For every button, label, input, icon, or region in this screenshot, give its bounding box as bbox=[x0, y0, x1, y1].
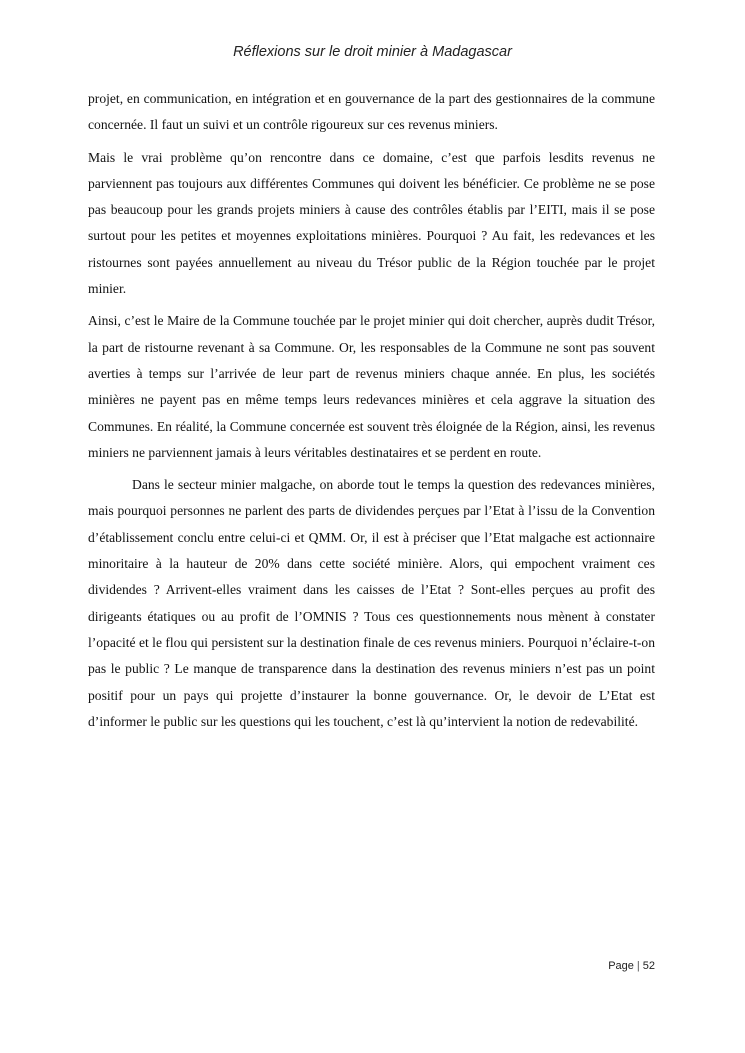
running-header-title: Réflexions sur le droit minier à Madagascar bbox=[233, 44, 512, 60]
document-body bbox=[88, 86, 655, 741]
paragraph-continuation: projet, en communication, en intégration et en gouvernance de la part des gestionnaires de la commune concernée. Il faut un suivi et un contrôle rigoureux sur ces revenus miniers. bbox=[88, 91, 655, 133]
page-footer bbox=[608, 959, 655, 973]
page-label: Page bbox=[608, 960, 634, 972]
paragraph-revenue-problem: Mais le vrai problème qu’on rencontre dans ce domaine, c’est que parfois lesdits revenus ne parviennent pas toujours aux différentes Communes qui doivent les bénéficier. Ce problème ne se pose pas beaucoup pour les grands projets miniers à cause des contrôles établis par l’EITI, mais il se pose surtout pour les petites et moyennes exploitations minières. Pourquoi ? Au fait, les redevances et les ristournes sont payées annuellement au niveau du Trésor public de la Région touchée par le projet minier. bbox=[88, 149, 655, 297]
paragraph-dividends: Dans le secteur minier malgache, on aborde tout le temps la question des redevances minières, mais pourquoi personnes ne parlent des parts de dividendes perçues par l’Etat à l’issu de la Convention d’établissement conclu entre celui-ci et QMM. Or, il est à préciser que l’Etat malgache est actionnaire minoritaire à la hauteur de 20% dans cette société minière. Alors, qui empochent vraiment ces dividendes ? Arrivent-elles vraiment dans les caisses de l’Etat ? Sont-elles perçues au profit des dirigeants étatiques ou au profit de l’OMNIS ? Tous ces questionnements nous mènent à constater l’opacité et le flou qui persistent sur la destination finale de ces revenus miniers. Pourquoi n’éclaire-t-on pas le public ? Le manque de transparence dans la destination des revenus miniers n’est pas un point positif pour un pays qui projette d’instaurer la bonne gouvernance. Or, le devoir de L’Etat est d’informer le public sur les questions qui les touchent, c’est là qu’intervient la notion de redevabilité. bbox=[88, 477, 655, 729]
paragraph-mayor-treasury: Ainsi, c’est le Maire de la Commune touchée par le projet minier qui doit chercher, auprès dudit Trésor, la part de ristourne revenant à sa Commune. Or, les responsables de la Commune ne sont pas souvent averties à temps sur l’arrivée de leur part de revenus miniers chaque année. En plus, les sociétés minières ne payent pas en même temps leurs redevances minières et cela aggrave la situation des Communes. En réalité, la Commune concernée est souvent très éloignée de la Région, ainsi, les revenus miniers ne parviennent jamais à leurs véritables destinataires et se perdent en route. bbox=[88, 313, 655, 460]
page-number: 52 bbox=[642, 960, 655, 972]
page-separator: | bbox=[636, 960, 640, 972]
